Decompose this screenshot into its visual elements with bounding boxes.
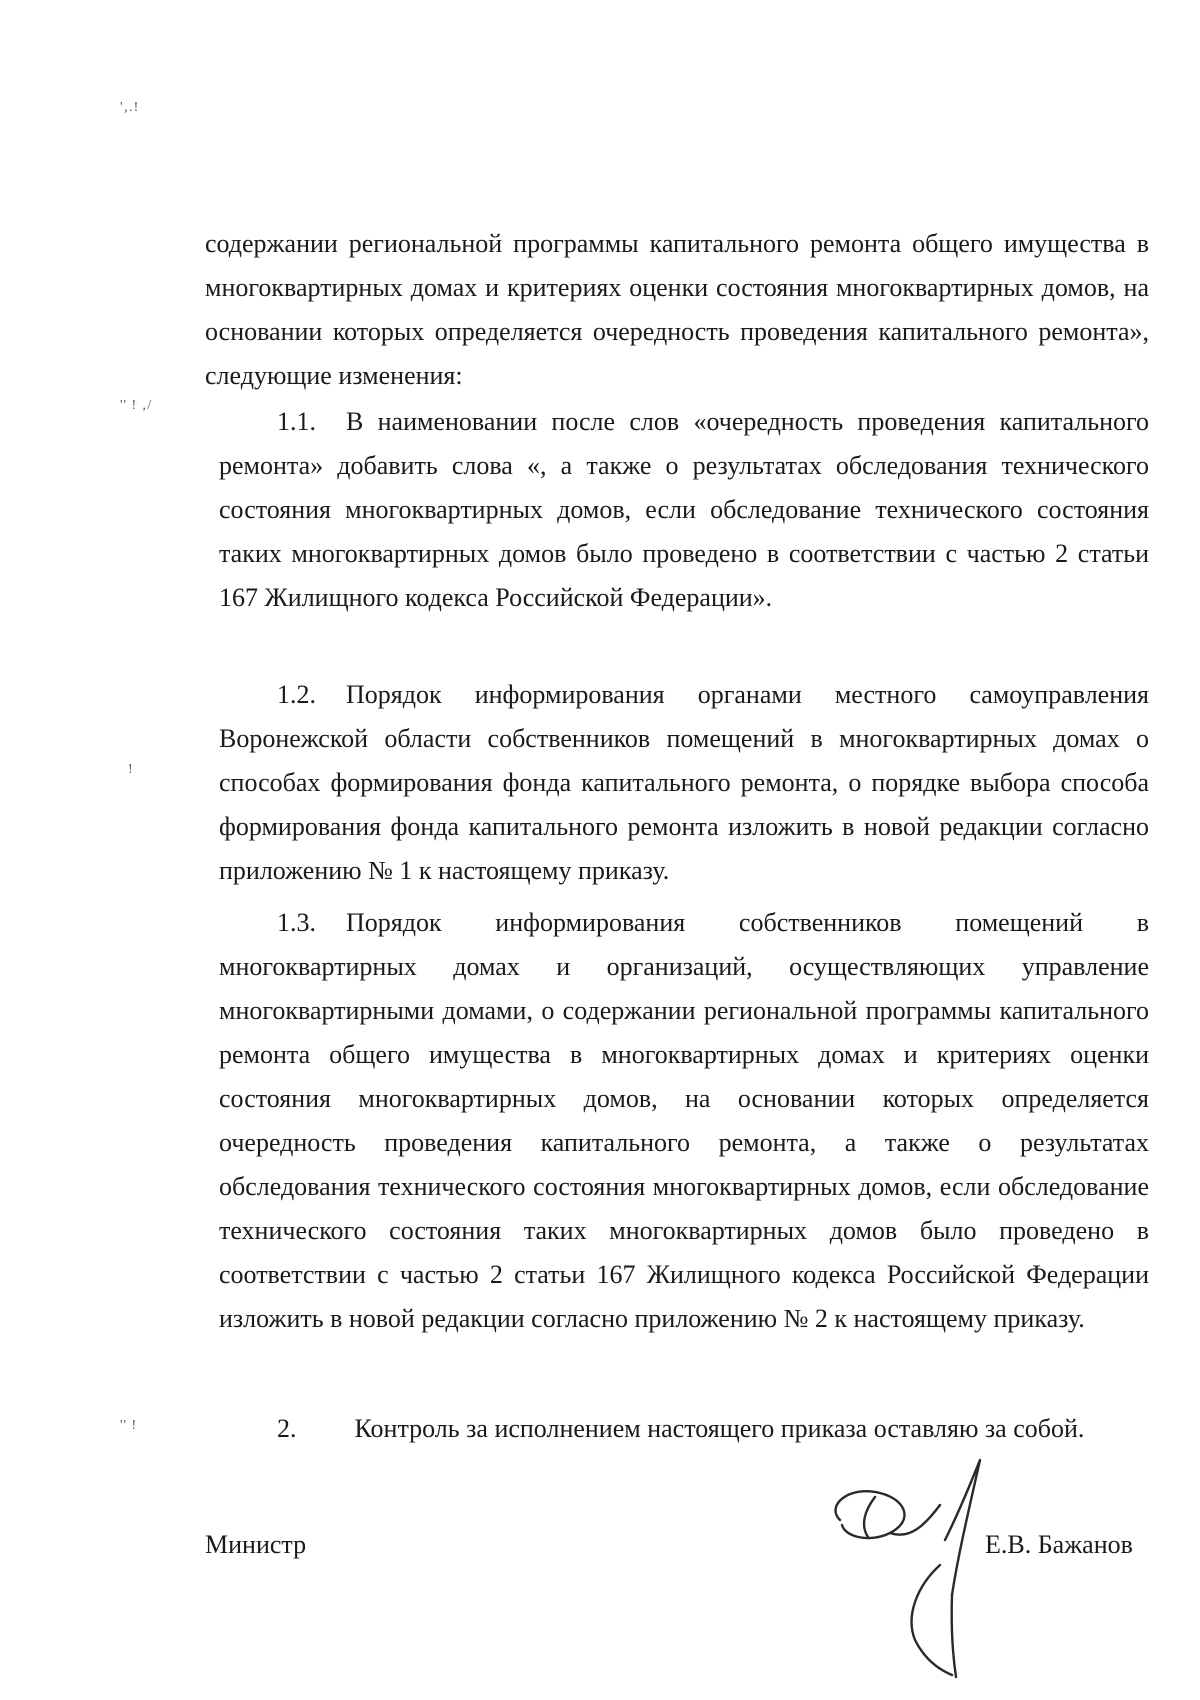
margin-artifact: ! — [128, 762, 134, 777]
item-number: 1.3. — [277, 908, 316, 937]
item-number: 1.1. — [277, 407, 316, 436]
item-text: Порядок информирования органами местного самоуправления Воронежской области собственников помещений в многоквартирных домах о способах формирования фонда капитального ремонта, о порядке выбора способа формирования фонда капитального ремонта изложить в новой редакции согласно приложению № 1 к настоящему приказу. — [219, 680, 1149, 885]
item-text: Порядок информирования собственников помещений в многоквартирных домах и организаций, осуществляющих управление многоквартирными домами, о содержании региональной программы капитального ремонта общего имущества в многоквартирных домах и критериях оценки состояния многоквартирных домов, на основании которых определяется очередность проведения капитального ремонта, а также о результатах обследования технического состояния многоквартирных домов, если обследование технического состояния таких многоквартирных домов было проведено в соответствии с частью 2 статьи 167 Жилищного кодекса Российской Федерации изложить в новой редакции согласно приложению № 2 к настоящему приказу. — [219, 908, 1149, 1333]
signer-name: Е.В. Бажанов — [985, 1530, 1133, 1559]
item-1-2 — [219, 673, 1149, 893]
item-1-3 — [219, 901, 1149, 1341]
item-2 — [219, 1407, 1169, 1451]
minister-label: Министр — [205, 1530, 307, 1559]
item-number: 2. — [277, 1414, 297, 1443]
item-number: 1.2. — [277, 680, 316, 709]
margin-artifact: '' ! — [120, 1418, 138, 1433]
item-1-1 — [219, 400, 1149, 620]
item-text: Контроль за исполнением настоящего приказа оставляю за собой. — [354, 1414, 1085, 1443]
margin-artifact: '' ! ‚/ — [120, 398, 153, 413]
item-text: В наименовании после слов «очередность проведения капитального ремонта» добавить слова «, а также о результатах обследования технического состояния многоквартирных домов, если обследование технического состояния таких многоквартирных домов было проведено в соответствии с частью 2 статьи 167 Жилищного кодекса Российской Федерации». — [219, 407, 1149, 612]
intro-paragraph: содержании региональной программы капитального ремонта общего имущества в многоквартирных домах и критериях оценки состояния многоквартирных домов, на основании которых определяется очередность проведения капитального ремонта», следующие изменения: — [205, 229, 1149, 390]
margin-artifact: '‚.! — [120, 100, 140, 115]
